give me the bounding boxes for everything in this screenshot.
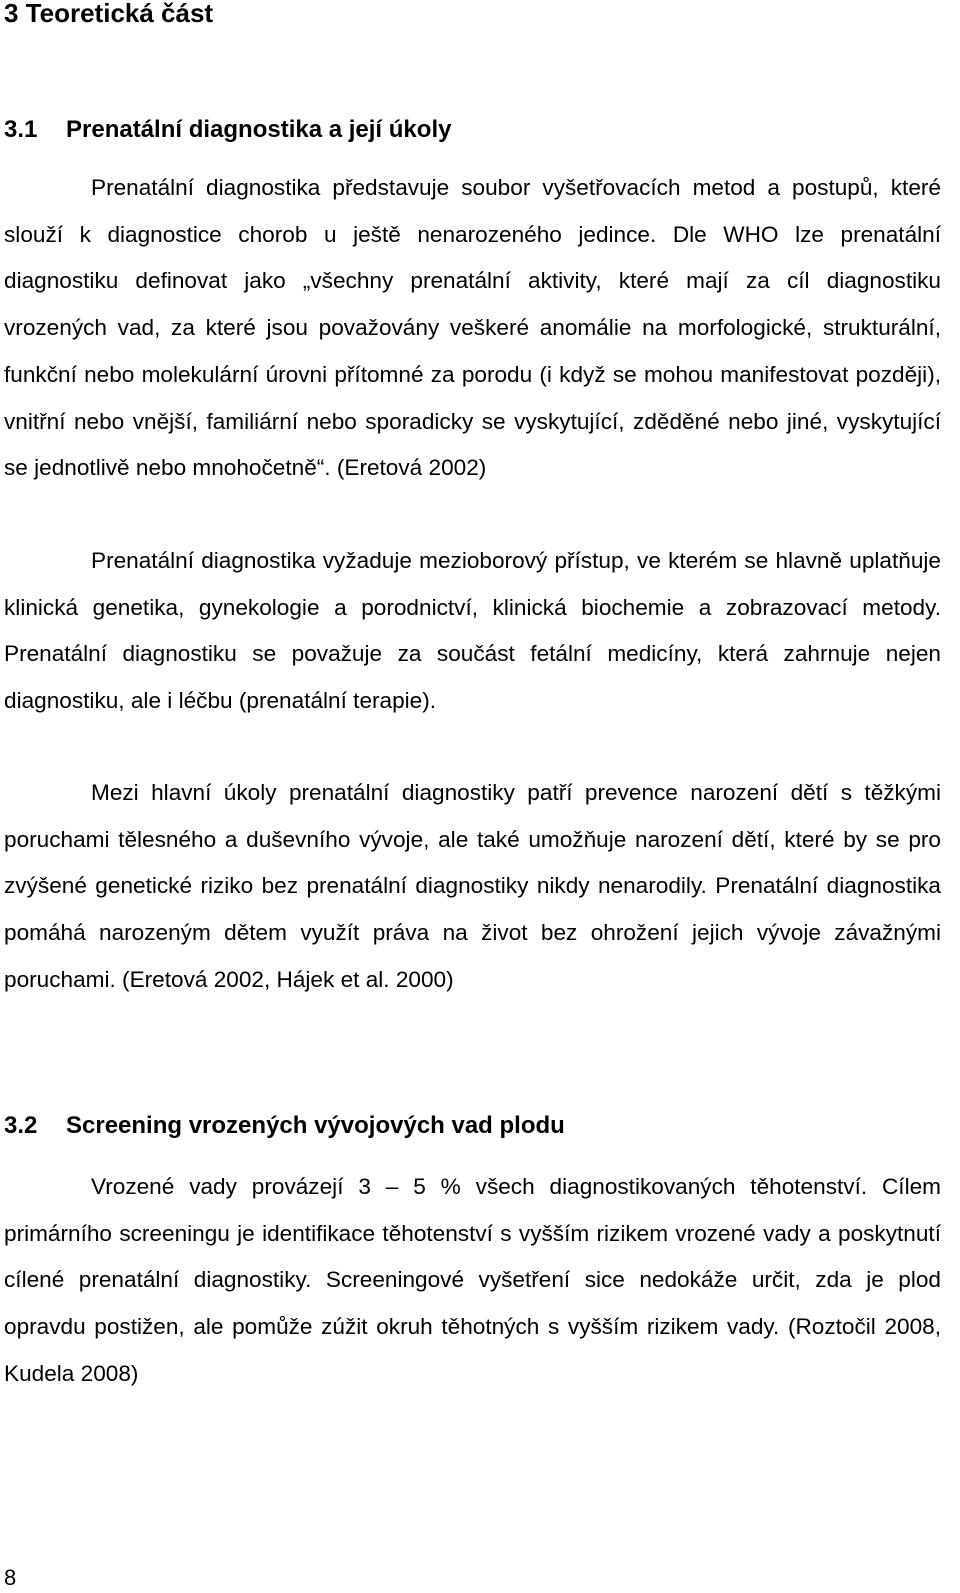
section-number: 3.2 [4,1112,38,1139]
section-heading-3-2 [4,1110,565,1142]
paragraph: Prenatální diagnostika vyžaduje mezioborový přístup, ve kterém se hlavně uplatňuje klinická genetika, gynekologie a porodnictví, klinická biochemie a zobrazovací metody. Prenatální diagnostiku se považuje za součást fetální medicíny, která zahrnuje nejen diagnostiku, ale i léčbu (prenatální terapie). [4,548,941,714]
paragraph: Mezi hlavní úkoly prenatální diagnostiky patří prevence narození dětí s těžkými poruchami tělesného a duševního vývoje, ale také umožňuje narození dětí, které by se pro zvýšené genetické riziko bez prenatální diagnostiky nikdy nenarodily. Prenatální diagnostika pomáhá narozeným dětem využít práva na život bez ohrožení jejich vývoje závažnými poruchami. (Eretová 2002, Hájek et al. 2000) [4,780,941,992]
page-number: 8 [4,1565,17,1590]
paragraph: Vrozené vady provázejí 3 – 5 % všech diagnostikovaných těhotenství. Cílem primárního screeningu je identifikace těhotenství s vyšším rizikem vrozené vady a poskytnutí cílené prenatální diagnostiky. Screeningové vyšetření sice nedokáže určit, zda je plod opravdu postižen, ale pomůže zúžit okruh těhotných s vyšším rizikem vady. (Roztočil 2008, Kudela 2008) [4,1174,941,1386]
section-title: Screening vrozených vývojových vad plodu [66,1112,565,1139]
section-title: Prenatální diagnostika a její úkoly [66,116,452,143]
chapter-heading: 3 Teoretická část [4,0,214,28]
section-number: 3.1 [4,116,38,143]
paragraph: Prenatální diagnostika představuje soubor vyšetřovacích metod a postupů, které slouží k diagnostice chorob u ještě nenarozeného jedince. Dle WHO lze prenatální diagnostiku definovat jako „všechny prenatální aktivity, které mají za cíl diagnostiku vrozených vad, za které jsou považovány veškeré anomálie na morfologické, strukturální, funkční nebo molekulární úrovni přítomné za porodu (i když se mohou manifestovat později), vnitřní nebo vnější, familiární nebo sporadicky se vyskytující, zděděné nebo jiné, vyskytující se jednotlivě nebo mnohočetně“. (Eretová 2002) [4,175,941,481]
section-heading-3-1 [4,114,451,146]
